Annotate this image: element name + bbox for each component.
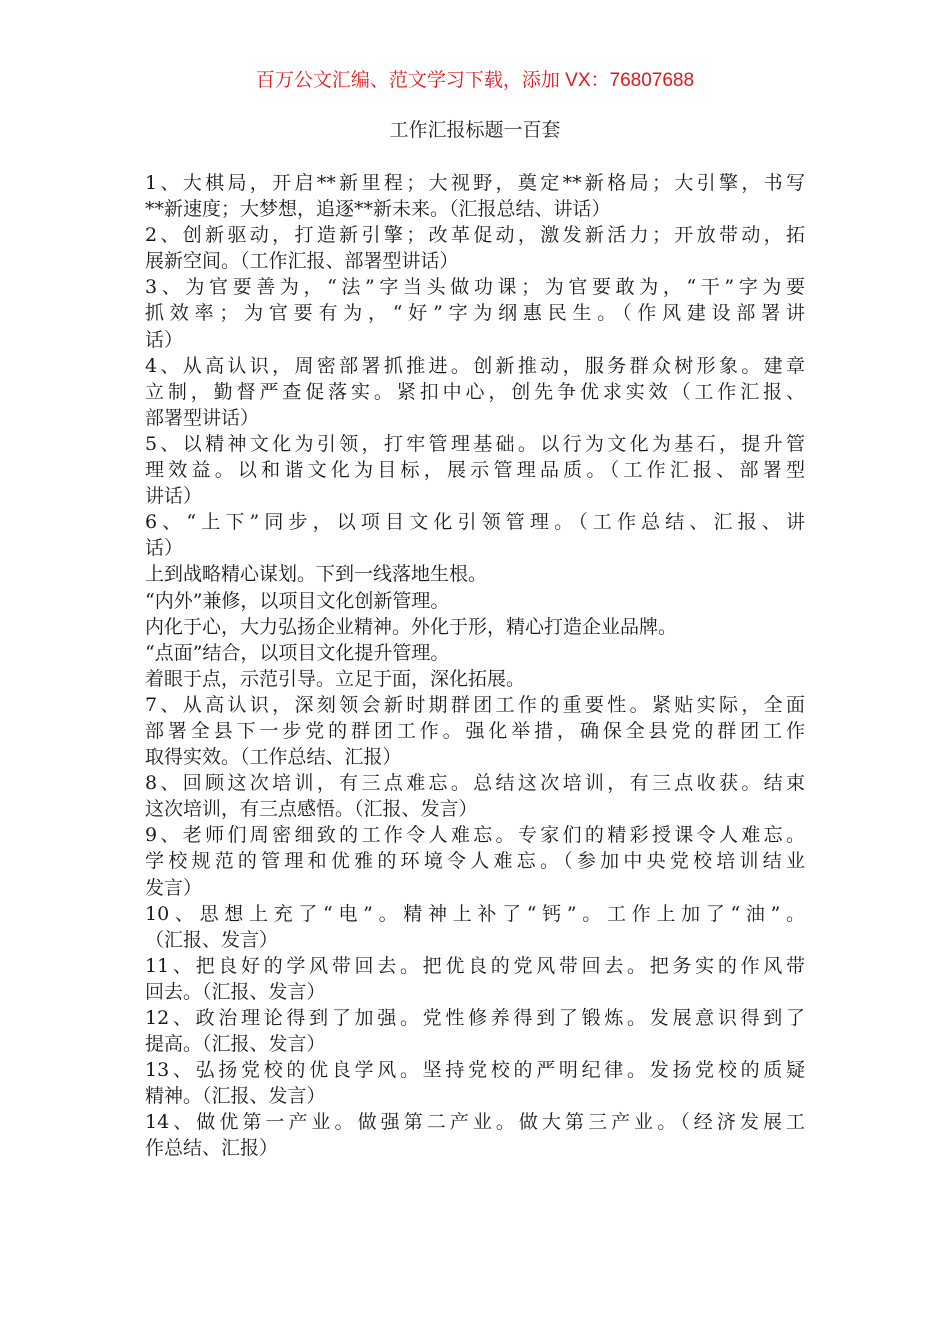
text-line: 立制，勤督严查促落实。紧扣中心，创先争优求实效（工作汇报、	[145, 380, 805, 403]
text-line: 话）	[145, 328, 184, 351]
text-line: 学校规范的管理和优雅的环境令人难忘。（参加中央党校培训结业	[145, 850, 805, 873]
text-line: 抓效率；为官要有为，“好”字为纲惠民生。（作风建设部署讲	[145, 302, 805, 325]
text-line: 1、大棋局，开启**新里程；大视野，奠定**新格局；大引擎，书写	[145, 172, 805, 194]
text-line: 发言）	[145, 876, 203, 899]
text-line: **新速度；大梦想，追逐**新未来。（汇报总结、讲话）	[145, 198, 611, 221]
text-line: 11、把良好的学风带回去。把优良的党风带回去。把务实的作风带	[145, 954, 805, 977]
document-title: 工作汇报标题一百套	[389, 119, 561, 141]
text-line: 部署全县下一步党的群团工作。强化举措，确保全县党的群团工作	[145, 719, 805, 742]
text-line: 部署型讲话）	[145, 406, 260, 429]
text-line: 7、从高认识，深刻领会新时期群团工作的重要性。紧贴实际，全面	[145, 693, 805, 716]
text-line: （汇报、发言）	[145, 928, 279, 951]
text-line: 4、从高认识，周密部署抓推进。创新推动，服务群众树形象。建章	[145, 354, 805, 377]
text-line: “内外”兼修，以项目文化创新管理。	[145, 589, 450, 612]
text-line: 着眼于点，示范引导。立足于面，深化拓展。	[145, 667, 526, 690]
document-body	[145, 170, 810, 1162]
text-line: 8、回顾这次培训，有三点难忘。总结这次培训，有三点收获。结束	[145, 772, 805, 795]
text-line: 提高。（汇报、发言）	[145, 1033, 326, 1056]
text-line: 内化于心，大力弘扬企业精神。外化于形，精心打造企业品牌。	[145, 615, 678, 638]
text-line: 作总结、汇报）	[145, 1137, 279, 1160]
text-line: 展新空间。（工作汇报、部署型讲话）	[145, 250, 459, 273]
text-line: 话）	[145, 537, 184, 560]
text-line: 6、“上下”同步，以项目文化引领管理。（工作总结、汇报、讲	[145, 511, 805, 534]
text-line: 回去。（汇报、发言）	[145, 980, 326, 1003]
text-line: 上到战略精心谋划。下到一线落地生根。	[145, 563, 488, 586]
text-line: 5、以精神文化为引领，打牢管理基础。以行为文化为基石，提升管	[145, 432, 805, 455]
text-line: 精神。（汇报、发言）	[145, 1085, 326, 1108]
text-line: 2、创新驱动，打造新引擎；改革促动，激发新活力；开放带动，拓	[145, 224, 805, 247]
text-line: 9、老师们周密细致的工作令人难忘。专家们的精彩授课令人难忘。	[145, 824, 805, 847]
watermark-banner: 百万公文汇编、范文学习下载，添加 VX：76807688	[255, 70, 695, 91]
text-line: 13、弘扬党校的优良学风。坚持党校的严明纪律。发扬党校的质疑	[145, 1059, 805, 1082]
text-line: “点面”结合，以项目文化提升管理。	[145, 641, 450, 664]
text-line: 14、做优第一产业。做强第二产业。做大第三产业。（经济发展工	[145, 1111, 805, 1134]
text-line: 10、思想上充了“电”。精神上补了“钙”。工作上加了“油”。	[145, 902, 805, 925]
text-line: 理效益。以和谐文化为目标，展示管理品质。（工作汇报、部署型	[145, 459, 805, 482]
text-line: 3、为官要善为，“法”字当头做功课；为官要敢为，“干”字为要	[145, 276, 805, 299]
text-line: 12、政治理论得到了加强。党性修养得到了锻炼。发展意识得到了	[145, 1007, 805, 1029]
text-line: 取得实效。（工作总结、汇报）	[145, 746, 402, 769]
text-line: 这次培训，有三点感悟。（汇报、发言）	[145, 798, 478, 821]
text-line: 讲话）	[145, 485, 203, 508]
